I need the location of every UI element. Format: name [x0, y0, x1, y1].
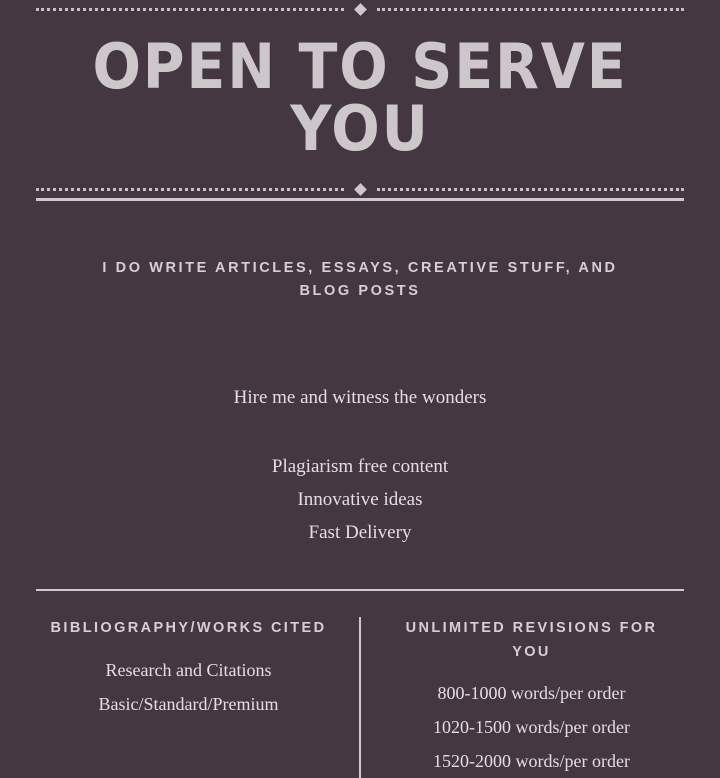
- list-item: 800-1000 words/per order: [437, 682, 626, 703]
- dotted-line-left: [36, 8, 344, 11]
- column-revisions: [361, 617, 684, 778]
- list-item: Plagiarism free content: [271, 456, 449, 478]
- top-divider: [36, 0, 684, 18]
- section-divider-rule: [36, 589, 684, 591]
- dotted-line-right: [377, 8, 685, 11]
- list-item: Fast Delivery: [308, 521, 412, 543]
- bottom-columns: [36, 617, 684, 778]
- column-heading: BIBLIOGRAPHY/WORKS CITED: [50, 620, 327, 637]
- list-item: 1020-1500 words/per order: [433, 716, 630, 737]
- bottom-divider: [36, 180, 684, 198]
- page-title: OPEN TO SERVE YOU: [92, 30, 628, 165]
- features-list: [36, 451, 684, 549]
- subtitle: I DO WRITE ARTICLES, ESSAYS, CREATIVE STUFF, AND BLOG POSTS: [102, 260, 618, 300]
- column-heading: UNLIMITED REVISIONS FOR YOU: [405, 620, 658, 660]
- list-item: Research and Citations: [105, 659, 272, 680]
- column-items: [389, 676, 674, 778]
- tagline: Hire me and witness the wonders: [233, 387, 487, 409]
- column-items: [46, 653, 331, 721]
- list-item: Basic/Standard/Premium: [98, 693, 279, 714]
- list-item: Innovative ideas: [297, 489, 423, 511]
- dotted-line-right: [377, 188, 685, 191]
- title-underline-rule: [36, 198, 684, 201]
- diamond-icon: [354, 3, 367, 16]
- diamond-icon: [354, 183, 367, 196]
- dotted-line-left: [36, 188, 344, 191]
- list-item: 1520-2000 words/per order: [433, 751, 630, 772]
- column-bibliography: [36, 617, 359, 778]
